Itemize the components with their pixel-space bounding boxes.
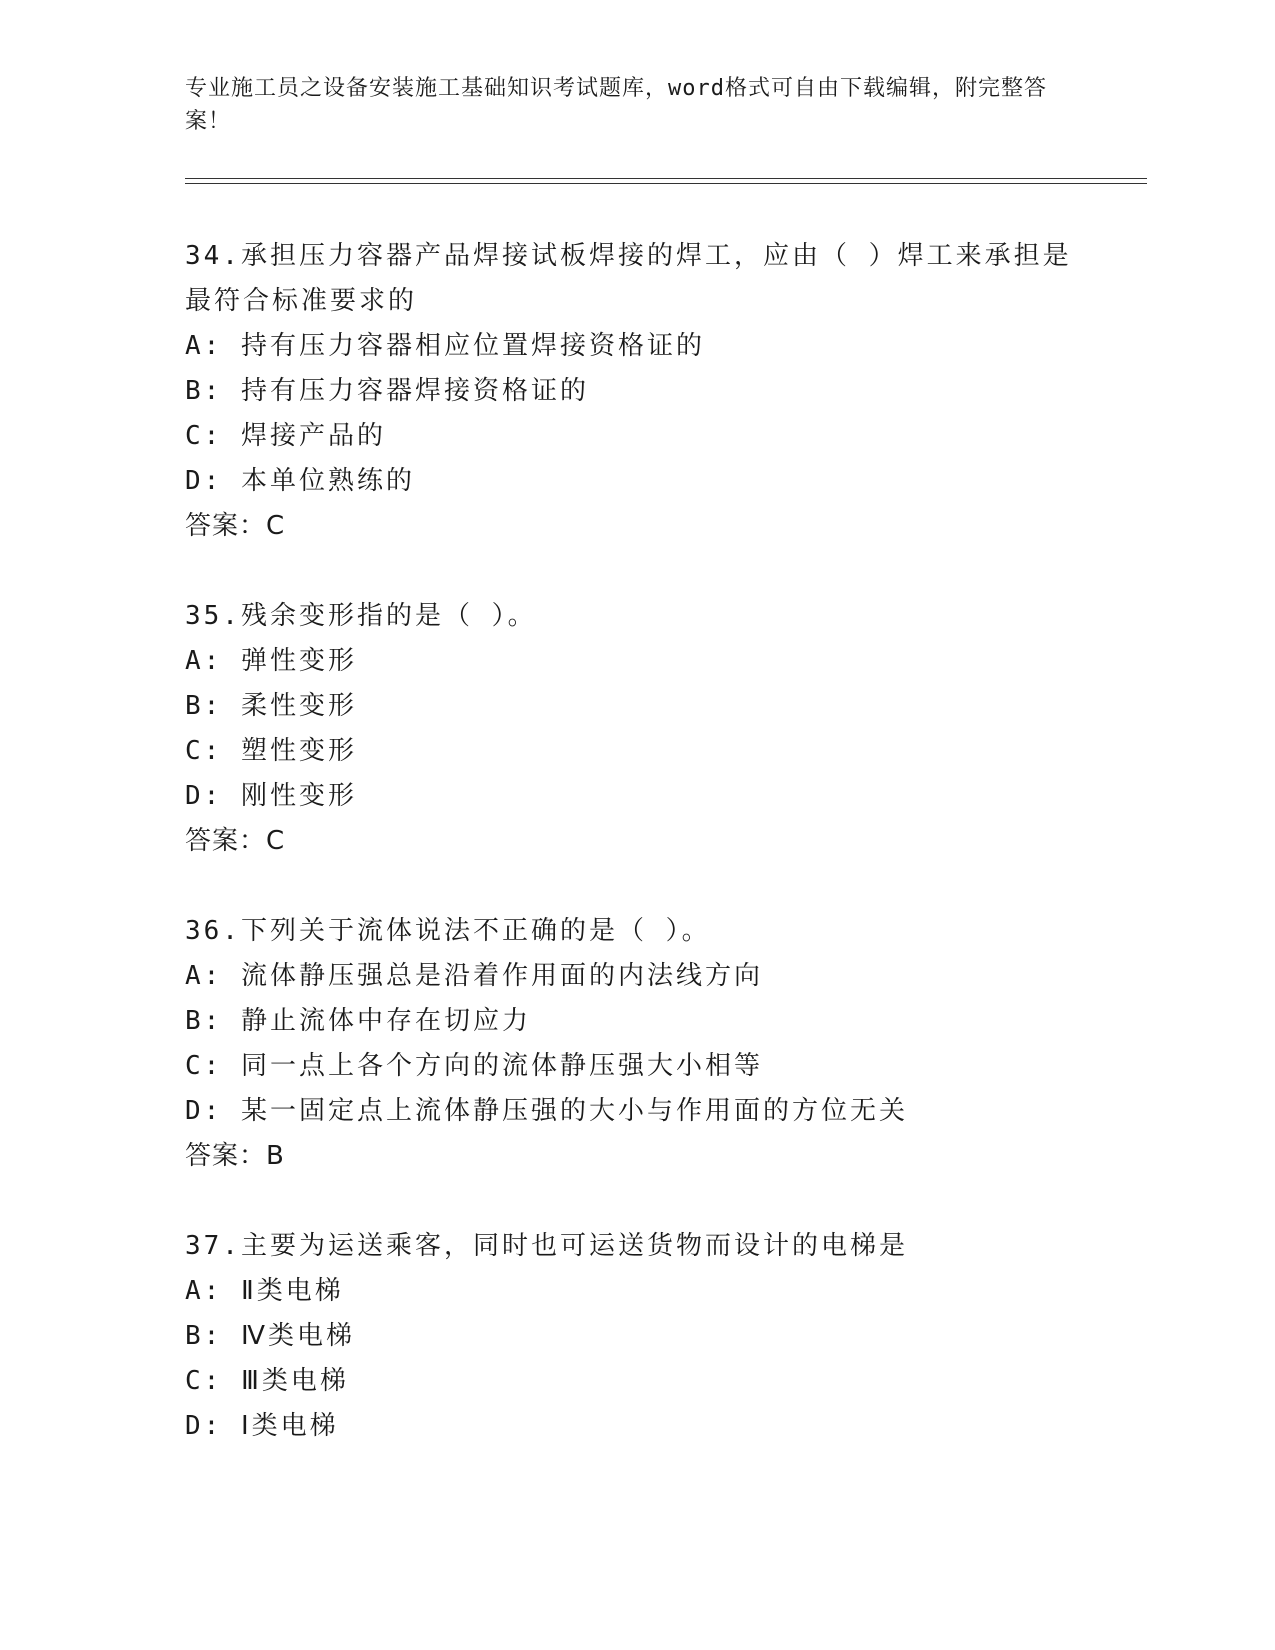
answer-line: 答案：B — [185, 1141, 285, 1171]
question-stem: 36.下列关于流体说法不正确的是（ ）。 — [185, 916, 711, 946]
option-c: C: 同一点上各个方向的流体静压强大小相等 — [185, 1051, 763, 1081]
option-b: B: Ⅳ类电梯 — [185, 1321, 355, 1351]
answer-line: 答案：C — [185, 826, 286, 856]
header-divider-top — [185, 178, 1147, 179]
question-list — [185, 234, 1085, 1494]
question-stem: 35.残余变形指的是（ ）。 — [185, 601, 537, 631]
option-c: C: 焊接产品的 — [185, 421, 386, 451]
option-a: A: Ⅱ类电梯 — [185, 1276, 344, 1306]
option-b: B: 静止流体中存在切应力 — [185, 1006, 531, 1036]
option-d: D: 刚性变形 — [185, 781, 357, 811]
question-37 — [185, 1224, 1085, 1449]
question-35 — [185, 594, 1085, 864]
option-c: C: Ⅲ类电梯 — [185, 1366, 349, 1396]
option-a: A: 弹性变形 — [185, 646, 357, 676]
question-stem: 34.承担压力容器产品焊接试板焊接的焊工，应由（ ）焊工来承担是最符合标准要求的 — [185, 241, 1072, 316]
question-stem: 37.主要为运送乘客，同时也可运送货物而设计的电梯是 — [185, 1231, 908, 1261]
question-34 — [185, 234, 1085, 549]
option-a: A: 持有压力容器相应位置焊接资格证的 — [185, 331, 705, 361]
option-b: B: 柔性变形 — [185, 691, 357, 721]
document-header: 专业施工员之设备安装施工基础知识考试题库，word格式可自由下载编辑，附完整答案！ — [185, 76, 1047, 134]
option-d: D: 某一固定点上流体静压强的大小与作用面的方位无关 — [185, 1096, 908, 1126]
header-divider-bottom — [185, 183, 1147, 184]
option-b: B: 持有压力容器焊接资格证的 — [185, 376, 589, 406]
option-d: D: Ⅰ类电梯 — [185, 1411, 339, 1441]
answer-line: 答案：C — [185, 511, 286, 541]
option-d: D: 本单位熟练的 — [185, 466, 415, 496]
option-a: A: 流体静压强总是沿着作用面的内法线方向 — [185, 961, 763, 991]
question-36 — [185, 909, 1085, 1179]
option-c: C: 塑性变形 — [185, 736, 357, 766]
